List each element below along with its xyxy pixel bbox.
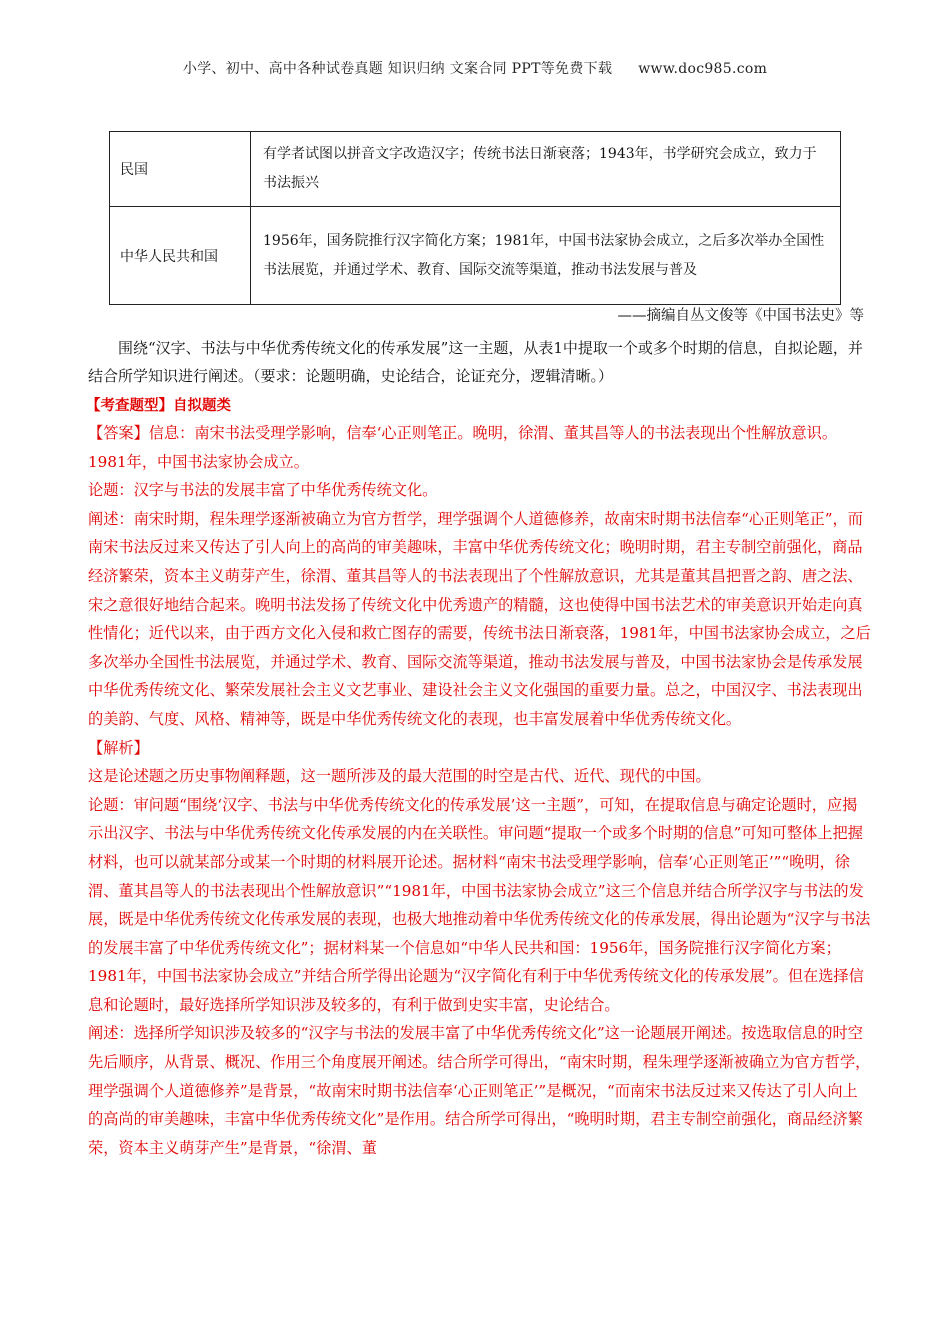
question-text: 围绕“汉字、书法与中华优秀传统文化的传承发展”这一主题，从表1中提取一个或多个时期的信息，自拟论题，并结合所学知识进行阐述。（要求：论题明确，史论结合，论证充分，逻辑清晰。） <box>88 339 863 385</box>
analysis-intro: 这是论述题之历史事物阐释题，这一题所涉及的最大范围的时空是古代、近代、现代的中国。 <box>88 767 711 786</box>
answer-section <box>88 419 872 1162</box>
period-cell: 中华人民共和国 <box>110 207 251 305</box>
answer-info-text: 信息：南宋书法受理学影响，信奉‘心正则笔正。晚明，徐渭、董其昌等人的书法表现出个性解放意识。1981年，中国书法家协会成立。 <box>88 424 838 471</box>
event-cell: 有学者试图以拼音文字改造汉字；传统书法日渐衰落；1943年，书学研究会成立，致力于书法振兴 <box>251 132 841 207</box>
period-cell: 民国 <box>110 132 251 207</box>
question-type: 【考查题型】自拟题类 <box>86 397 231 414</box>
event-cell: 1956年，国务院推行汉字简化方案；1981年，中国书法家协会成立，之后多次举办全国性书法展览，并通过学术、教育、国际交流等渠道，推动书法发展与普及 <box>251 207 841 305</box>
analysis-elaboration: 阐述：选择所学知识涉及较多的“汉字与书法的发展丰富了中华优秀传统文化”这一论题展开阐述。按选取信息的时空先后顺序，从背景、概况、作用三个角度展开阐述。结合所学可得出，“南宋时期，程朱理学逐渐被确立为官方哲学，理学强调个人道德修养”是背景，“故南宋时期书法信奉‘心正则笔正’”是概况，“而南宋书法反过来又传达了引人向上的高尚的审美趣味，丰富中华优秀传统文化”是作用。结合所学可得出，“晚明时期，君主专制空前强化，商品经济繁荣，资本主义萌芽产生”是背景，“徐渭、董 <box>88 1024 871 1157</box>
answer-thesis: 论题：汉字与书法的发展丰富了中华优秀传统文化。 <box>88 481 438 500</box>
answer-elaboration: 阐述：南宋时期，程朱理学逐渐被确立为官方哲学，理学强调个人道德修养，故南宋时期书法信奉“心正则笔正”，而南宋书法反过来又传达了引人向上的高尚的审美趣味，丰富中华优秀传统文化；晚明时期，君主专制空前强化，商品经济繁荣，资本主义萌芽产生，徐渭、董其昌等人的书法表现出了个性解放意识，尤其是董其昌把晋之韵、唐之法、宋之意很好地结合起来。晚明书法发扬了传统文化中优秀遗产的精髓，这也使得中国书法艺术的审美意识开始走向真性情化；近代以来，由于西方文化入侵和救亡图存的需要，传统书法日渐衰落，1981年，中国书法家协会成立，之后多次举办全国性书法展览，并通过学术、教育、国际交流等渠道，推动书法发展与普及，中国书法家协会是传承发展中华优秀传统文化、繁荣发展社会主义文艺事业、建设社会主义文化强国的重要力量。总之，中国汉字、书法表现出的美韵、气度、风格、精神等，既是中华优秀传统文化的表现，也丰富发展着中华优秀传统文化。 <box>88 509 871 728</box>
page-header <box>0 58 950 78</box>
header-text: 小学、初中、高中各种试卷真题 知识归纳 文案合同 PPT等免费下载 <box>182 61 613 77</box>
answer-info <box>88 419 872 476</box>
analysis-label: 【解析】 <box>88 738 149 757</box>
header-site: www.doc985.com <box>638 61 768 77</box>
analysis-thesis: 论题：审问题“围绕‘汉字、书法与中华优秀传统文化的传承发展’这一主题”，可知，在提取信息与确定论题时，应揭示出汉字、书法与中华优秀传统文化传承发展的内在关联性。审问题“提取一个或多个时期的信息”可知可整体上把握材料，也可以就某部分或某一个时期的材料展开论述。据材料“南宋书法受理学影响，信奉‘心正则笔正’”“晚明，徐渭、董其昌等人的书法表现出个性解放意识”“1981年，中国书法家协会成立”这三个信息并结合所学汉字与书法的发展，既是中华优秀传统文化传承发展的表现，也极大地推动着中华优秀传统文化的传承发展，得出论题为“汉字与书法的发展丰富了中华优秀传统文化”；据材料某一个信息如“中华人民共和国：1956年，国务院推行汉字简化方案；1981年，中国书法家协会成立”并结合所学得出论题为“汉字简化有利于中华优秀传统文化的传承发展”。但在选择信息和论题时，最好选择所学知识涉及较多的，有利于做到史实丰富，史论结合。 <box>88 795 871 1014</box>
history-table <box>109 131 841 305</box>
answer-label: 【答案】 <box>88 424 149 442</box>
table-source: ——摘编自丛文俊等《中国书法史》等 <box>617 308 864 324</box>
table-row <box>110 132 841 207</box>
table-row <box>110 207 841 305</box>
